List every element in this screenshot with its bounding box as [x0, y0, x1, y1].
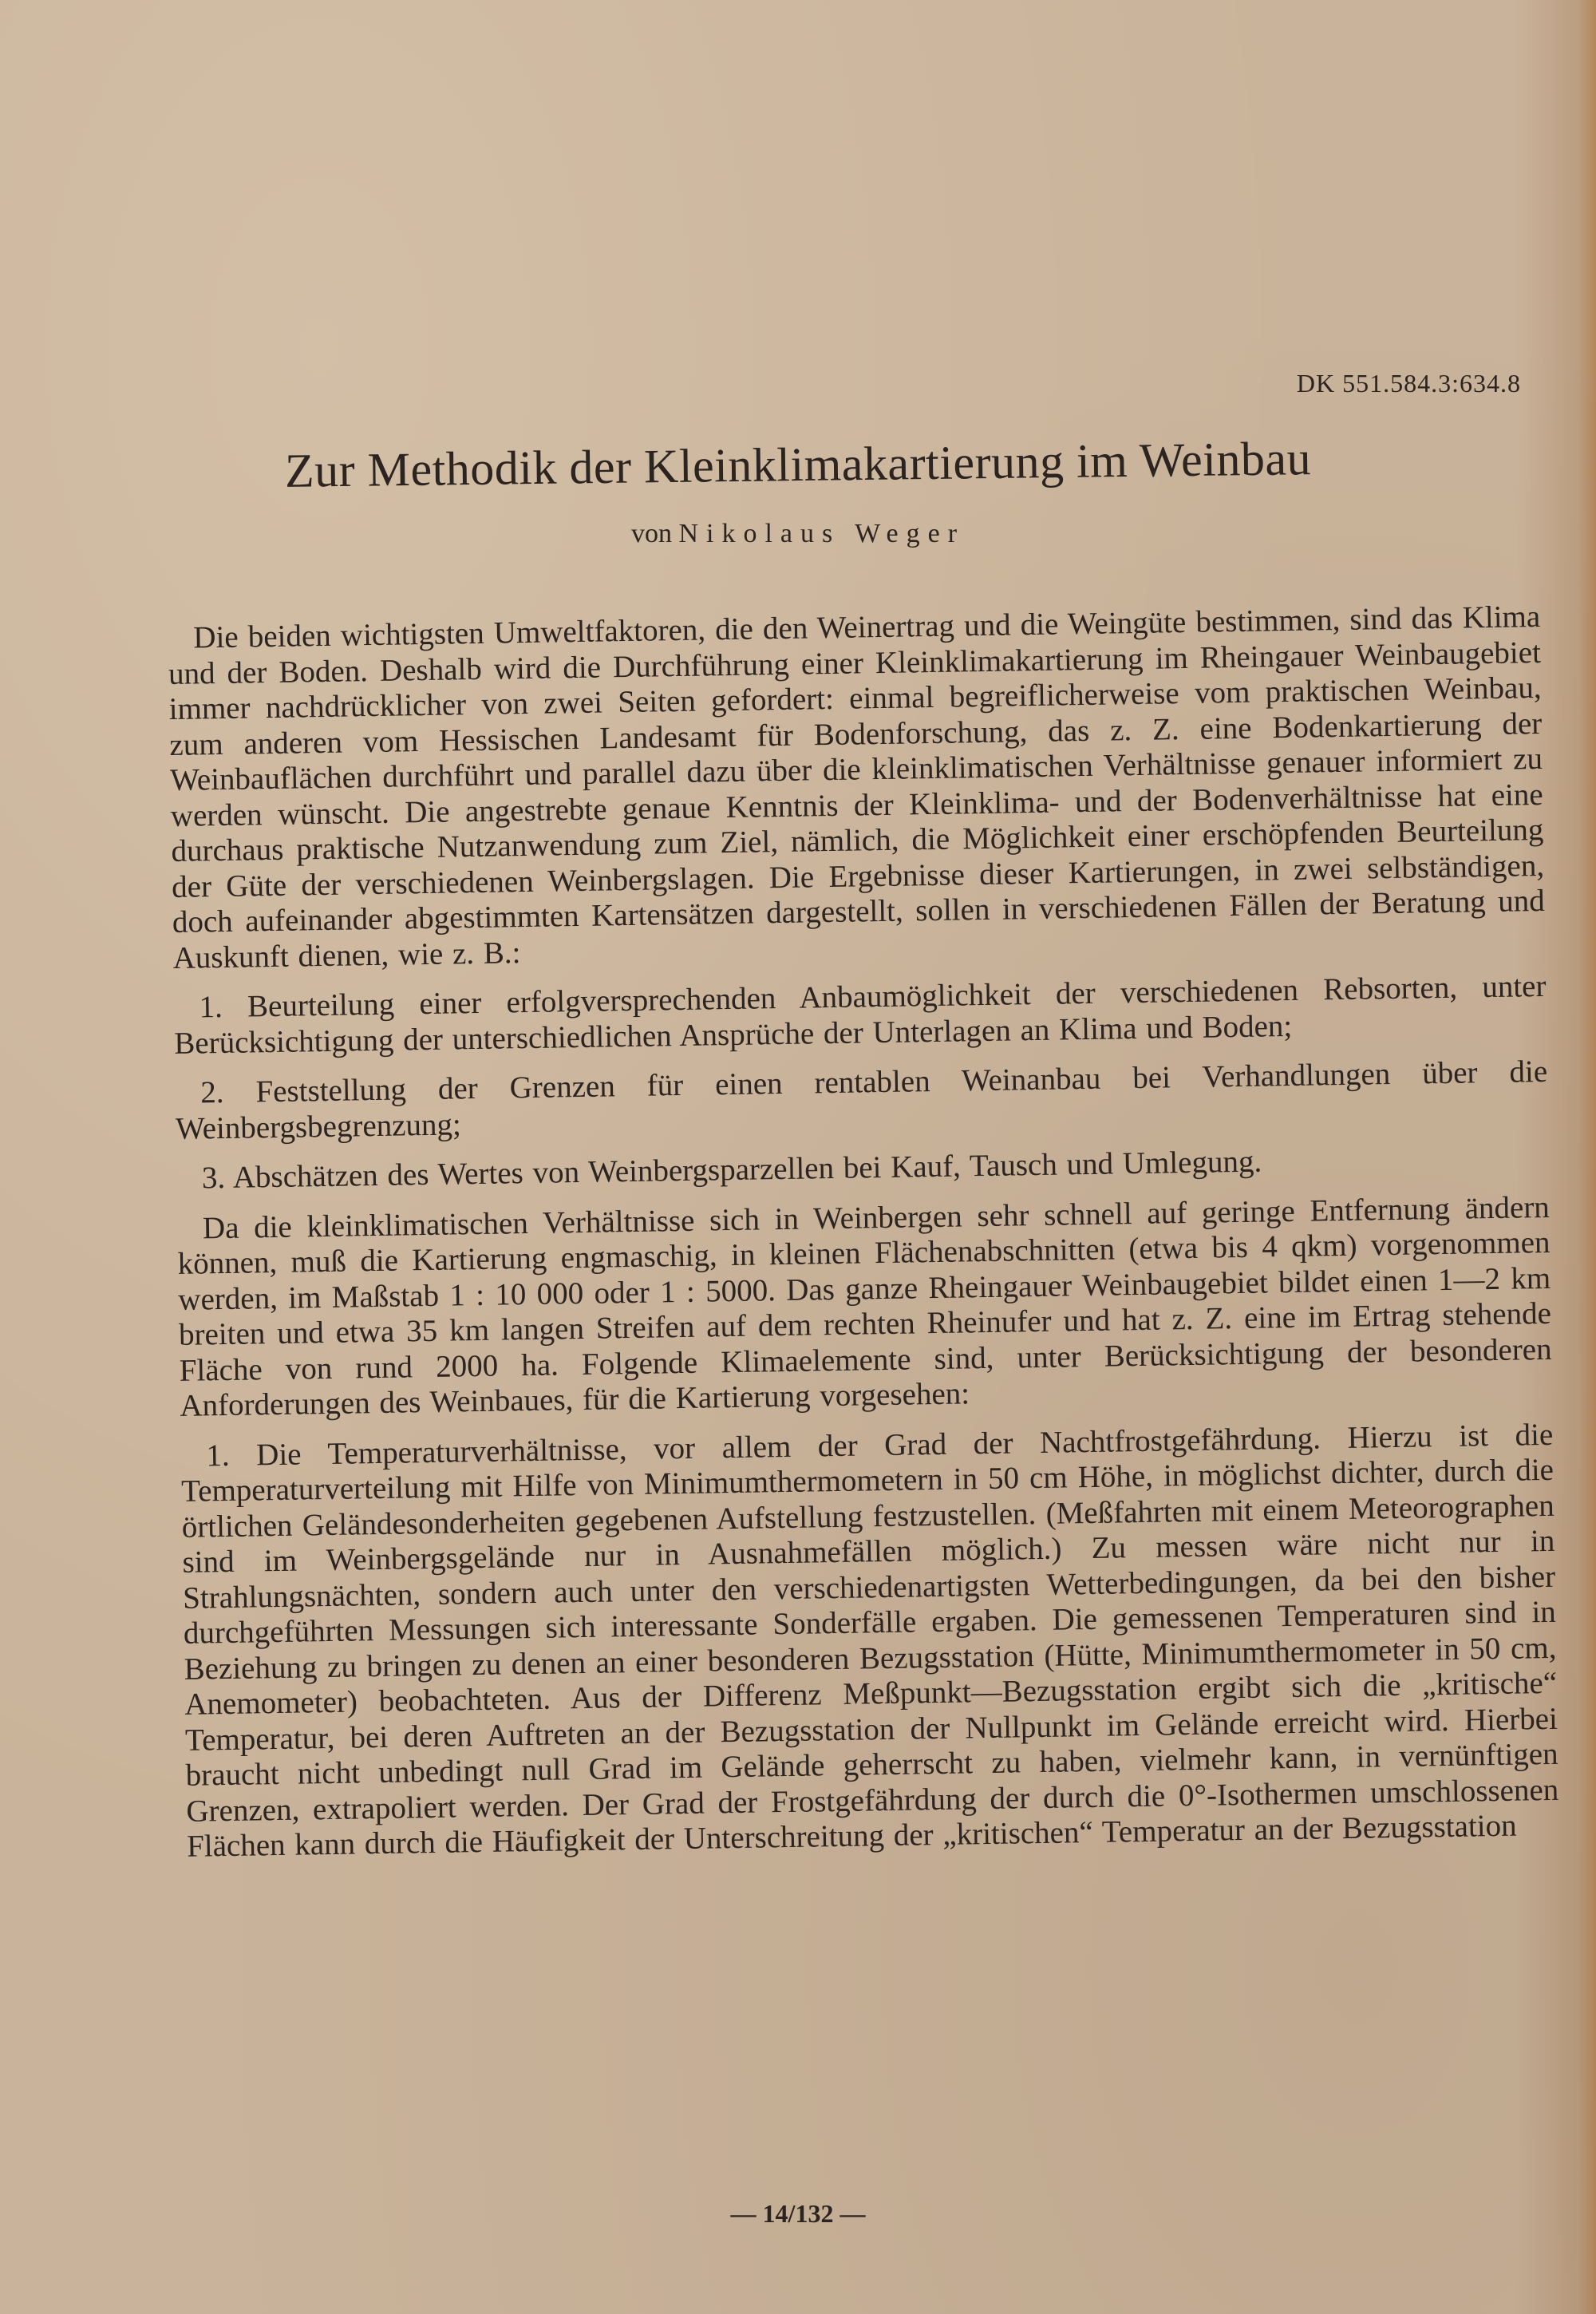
list-item-2: 2. Feststellung der Grenzen für einen rentablen Weinanbau bei Verhandlungen über die Weinbergsbegrenzung;: [175, 1054, 1548, 1146]
list-item-3: 3. Abschätzen des Wertes von Weinbergsparzellen bei Kauf, Tausch und Umlegung.: [201, 1144, 1262, 1196]
paragraph-kartierung: Da die kleinklimatischen Verhältnisse sich in Weinbergen sehr schnell auf geringe Entfernung ändern können, muß die Kartierung engmaschig, in kleinen Flächenabschnitten (etwa bis 4 qkm) vorgenommen werden, im Maßstab 1 : 10 000 oder 1 : 5000. Das ganze Rheingauer Weinbaugebiet bildet einen 1—2 km breiten und etwa 35 km langen Streifen auf dem rechten Rheinufer und hat z. Z. eine im Ertrag stehende Fläche von rund 2000 ha. Folgende Klimaelemente sind, unter Berücksichtigung der besonderen Anforderungen des Weinbaues, für die Kartierung vorgesehen:: [177, 1189, 1552, 1423]
paragraph-temperatur: 1. Die Temperaturverhältnisse, vor allem der Grad der Nachtfrostgefährdung. Hierzu ist die Temperaturverteilung mit Hilfe von Minimumthermometern in 50 cm Höhe, in möglichst dichter, durch die örtlichen Geländesonderheiten gegebenen Aufstellung festzustellen. (Meßfahrten mit einem Meteorographen sind im Weinbergsgelände nur in Ausnahmefällen möglich.) Zu messen wäre nicht nur in Strahlungsnächten, sondern auch unter den verschiedenartigsten Wetterbedingungen, da bei den bisher durchgeführten Messungen sich interessante Sonderfälle ergaben. Die gemessenen Temperaturen sind in Beziehung zu bringen zu denen an einer besonderen Bezugsstation (Hütte, Minimumthermometer in 50 cm, Anemometer) beobachteten. Aus der Differenz Meßpunkt—Bezugsstation ergibt sich die „kritische“ Temperatur, bei deren Auftreten an der Bezugsstation der Nullpunkt im Gelände erreicht wird. Hierbei braucht nicht unbedingt null Grad im Gelände geherrscht zu haben, vielmehr kann, in vernünftigen Grenzen, extrapoliert werden. Der Grad der Frostgefährdung der durch die 0°-Isothermen umschlossenen Flächen kann durch die Häufigkeit der Unterschreitung der „kritischen“ Temperatur an der Bezugsstation: [180, 1417, 1559, 1864]
classification-number: DK 551.584.3:634.8: [1296, 369, 1521, 398]
author-prefix: von: [630, 519, 672, 548]
author-name: Nikolaus Weger: [678, 519, 966, 548]
page-number: — 14/132 —: [730, 2199, 866, 2228]
paragraph-intro: Die beiden wichtigsten Umweltfaktoren, die den Weinertrag und die Weingüte bestimmen, sind das Klima und der Boden. Deshalb wird die Durchführung einer Kleinklimakartierung im Rheingauer Weinbaugebiet immer nachdrücklicher von zwei Seiten gefordert: einmal begreiflicherweise vom praktischen Weinbau, zum anderen vom Hessischen Landesamt für Bodenforschung, das z. Z. eine Bodenkartierung der Weinbauflächen durchführt und parallel dazu über die kleinklimatischen Verhältnisse genauer informiert zu werden wünscht. Die angestrebte genaue Kenntnis der Kleinklima- und der Bodenverhältnisse hat eine durchaus praktische Nutzanwendung zum Ziel, nämlich, die Möglichkeit einer erschöpfenden Beurteilung der Güte der verschiedenen Weinbergslagen. Die Ergebnisse dieser Kartierungen, in zwei selbständigen, doch aufeinander abgestimmten Kartensätzen dargestellt, sollen in verschiedenen Fällen der Beratung und Auskunft dienen, wie z. B.:: [168, 599, 1546, 975]
article-title: Zur Methodik der Kleinklimakartierung im Weinbau: [284, 432, 1312, 497]
author-line: [0, 519, 1596, 549]
list-item-1: 1. Beurteilung einer erfolgversprechenden Anbaumöglichkeit der verschiedenen Rebsorten, unter Berücksichtigung der unterschiedlichen Ansprüche der Unterlagen an Klima und Boden;: [173, 968, 1547, 1061]
page-edge-shadow: [1578, 0, 1596, 2314]
article-body: [168, 599, 1559, 1865]
